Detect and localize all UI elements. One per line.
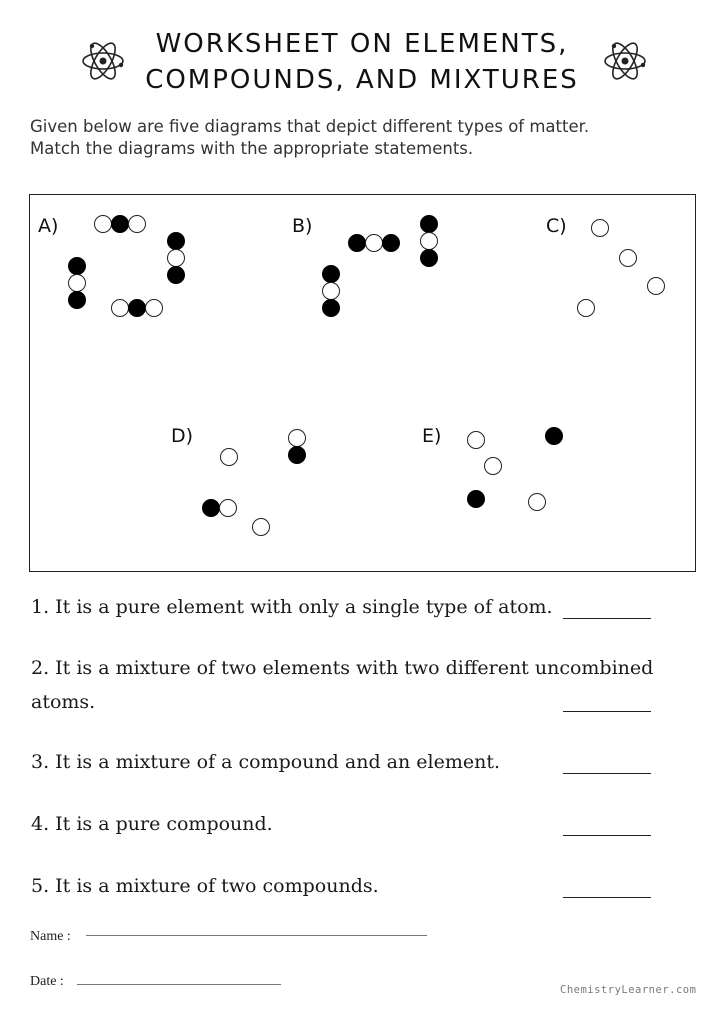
name-label: Name :: [30, 929, 71, 944]
diagram-b-label: B): [292, 215, 313, 237]
question-2-line-1: 2. It is a mixture of two elements with two different uncombined: [31, 657, 654, 679]
white-atom: [365, 234, 383, 252]
white-atom: [288, 429, 306, 447]
white-atom: [420, 232, 438, 250]
answer-blank-3[interactable]: [563, 773, 651, 774]
date-field[interactable]: [77, 984, 281, 985]
question-3: 3. It is a mixture of a compound and an element.: [31, 751, 500, 773]
black-atom: [167, 232, 185, 250]
page-title: [120, 26, 604, 98]
atom-icon: [602, 38, 648, 84]
black-atom: [382, 234, 400, 252]
white-atom: [619, 249, 637, 267]
black-atom: [348, 234, 366, 252]
name-field[interactable]: [86, 935, 427, 936]
black-atom: [288, 446, 306, 464]
black-atom: [545, 427, 563, 445]
white-atom: [219, 499, 237, 517]
title-line-1: WORKSHEET ON ELEMENTS,: [155, 29, 569, 59]
answer-blank-1[interactable]: [563, 618, 651, 619]
question-5: 5. It is a mixture of two compounds.: [31, 875, 379, 897]
black-atom: [68, 291, 86, 309]
white-atom: [94, 215, 112, 233]
white-atom: [528, 493, 546, 511]
title-line-2: COMPOUNDS, AND MIXTURES: [145, 65, 579, 95]
diagram-a-label: A): [38, 215, 59, 237]
question-1: 1. It is a pure element with only a single type of atom.: [31, 596, 553, 618]
black-atom: [420, 215, 438, 233]
white-atom: [252, 518, 270, 536]
black-atom: [322, 265, 340, 283]
white-atom: [577, 299, 595, 317]
question-4: 4. It is a pure compound.: [31, 813, 273, 835]
instructions-line-1: Given below are five diagrams that depict different types of matter.: [30, 117, 590, 136]
white-atom: [167, 249, 185, 267]
black-atom: [111, 215, 129, 233]
black-atom: [68, 257, 86, 275]
diagram-c-label: C): [546, 215, 567, 237]
white-atom: [322, 282, 340, 300]
answer-blank-5[interactable]: [563, 897, 651, 898]
white-atom: [145, 299, 163, 317]
date-label: Date :: [30, 974, 64, 989]
black-atom: [167, 266, 185, 284]
black-atom: [128, 299, 146, 317]
question-2-line-2: atoms.: [31, 691, 96, 713]
black-atom: [322, 299, 340, 317]
white-atom: [68, 274, 86, 292]
white-atom: [647, 277, 665, 295]
white-atom: [591, 219, 609, 237]
diagram-e-label: E): [422, 425, 442, 447]
diagram-box: [29, 194, 696, 572]
white-atom: [484, 457, 502, 475]
instructions: [30, 116, 690, 160]
white-atom: [128, 215, 146, 233]
answer-blank-2[interactable]: [563, 711, 651, 712]
black-atom: [420, 249, 438, 267]
instructions-line-2: Match the diagrams with the appropriate statements.: [30, 139, 474, 158]
black-atom: [467, 490, 485, 508]
diagram-d-label: D): [171, 425, 194, 447]
white-atom: [467, 431, 485, 449]
black-atom: [202, 499, 220, 517]
answer-blank-4[interactable]: [563, 835, 651, 836]
white-atom: [220, 448, 238, 466]
brand-watermark: ChemistryLearner.com: [560, 984, 697, 996]
white-atom: [111, 299, 129, 317]
